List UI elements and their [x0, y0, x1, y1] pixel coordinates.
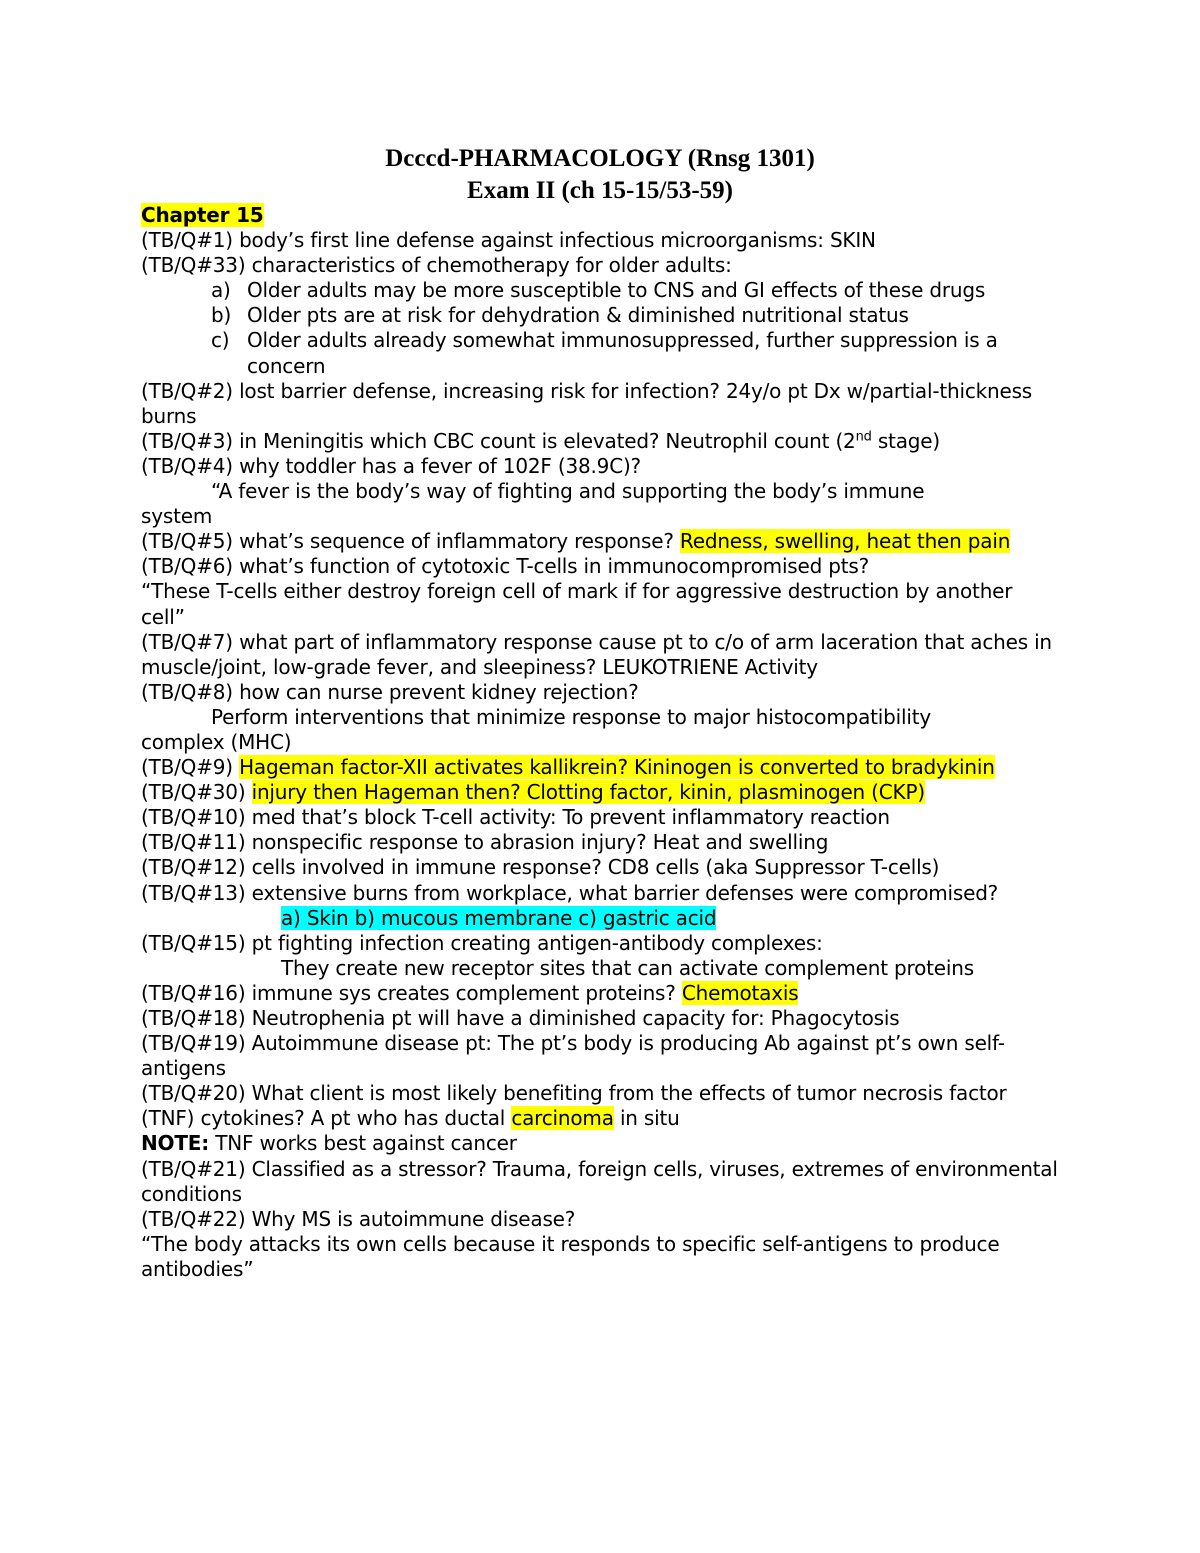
question-13: (TB/Q#13) extensive burns from workplace, what barrier defenses were compromised? — [141, 880, 999, 905]
note — [141, 1131, 1061, 1156]
question-22-answer: “The body attacks its own cells because it responds to specific self-antigens to produce antibodies” — [141, 1231, 1000, 1281]
question-18: (TB/Q#18) Neutrophenia pt will have a diminished capacity for: Phagocytosis — [141, 1006, 900, 1030]
list-label: c) — [211, 328, 230, 353]
title-line-2: Exam II (ch 15-15/53-59) — [467, 177, 733, 204]
question-16-text: (TB/Q#16) immune sys creates complement proteins? — [141, 980, 682, 1005]
highlighted-answer: injury then Hageman then? Clotting factor, kinin, plasminogen (CKP) — [251, 780, 925, 805]
question-20-text: (TB/Q#20) What client is most likely benefiting from the effects of tumor necrosis factor (TNF) cytokines? A pt who has ductal — [141, 1081, 1007, 1131]
question-4-answer-continued: system — [141, 504, 213, 529]
list-text: Older adults may be more susceptible to CNS and GI effects of these drugs — [247, 278, 986, 303]
question-4-answer: “A fever is the body’s way of fighting and supporting the body’s immune — [211, 479, 925, 504]
question-7: (TB/Q#7) what part of inflammatory response cause pt to c/o of arm laceration that aches in muscle/joint, low-grade fever, and sleepiness? LEUKOTRIENE Activity — [141, 629, 1052, 679]
question-11: (TB/Q#11) nonspecific response to abrasion injury? Heat and swelling — [141, 830, 829, 855]
question-21: (TB/Q#21) Classified as a stressor? Trauma, foreign cells, viruses, extremes of environmental conditions — [141, 1156, 1058, 1206]
question-8: (TB/Q#8) how can nurse prevent kidney rejection? — [141, 679, 639, 704]
question-4: (TB/Q#4) why toddler has a fever of 102F (38.9C)? — [141, 453, 641, 478]
question-19: (TB/Q#19) Autoimmune disease pt: The pt’s body is producing Ab against pt’s own self-antigens — [141, 1031, 1005, 1081]
note-text: TNF works best against cancer — [209, 1131, 517, 1156]
list-text: Older adults already somewhat immunosuppressed, further suppression is a concern — [247, 328, 998, 378]
question-13-answer — [141, 906, 1061, 931]
list-label: a) — [211, 278, 231, 303]
question-33: (TB/Q#33) characteristics of chemotherapy for older adults: — [141, 253, 732, 278]
chapter-heading-text: Chapter 15 — [141, 203, 264, 227]
note-label: NOTE: — [141, 1131, 210, 1156]
question-2: (TB/Q#2) lost barrier defense, increasing risk for infection? 24y/o pt Dx w/partial-thickness burns — [141, 378, 1033, 428]
highlighted-answer: Chemotaxis — [681, 980, 799, 1005]
question-9-text: (TB/Q#9) — [141, 755, 240, 780]
question-3-suffix: stage) — [871, 428, 940, 453]
list-item — [141, 303, 1061, 328]
question-20 — [141, 1081, 1061, 1131]
question-6-answer: “These T-cells either destroy foreign cell of mark if for aggressive destruction by another cell” — [141, 579, 1013, 629]
question-8-answer: Perform interventions that minimize response to major histocompatibility — [211, 704, 931, 729]
list-label: b) — [211, 303, 232, 328]
list-text: Older pts are at risk for dehydration & diminished nutritional status — [247, 303, 909, 328]
document-body — [141, 203, 1061, 1282]
question-3-text: (TB/Q#3) in Meningitis which CBC count is elevated? Neutrophil count (2 — [141, 428, 856, 453]
list-item — [141, 278, 1061, 303]
chapter-heading — [141, 203, 1061, 228]
question-22: (TB/Q#22) Why MS is autoimmune disease? — [141, 1206, 576, 1231]
question-5 — [141, 529, 1061, 554]
highlighted-answer: carcinoma — [511, 1106, 614, 1131]
document-title — [0, 143, 1200, 207]
question-5-text: (TB/Q#5) what’s sequence of inflammatory response? — [141, 529, 680, 554]
title-line-1: Dcccd-PHARMACOLOGY (Rnsg 1301) — [385, 145, 815, 172]
question-9 — [141, 755, 1061, 780]
question-16 — [141, 981, 1061, 1006]
ordinal-superscript: nd — [855, 429, 872, 445]
highlighted-answer: Hageman factor-XII activates kallikrein? Kininogen is converted to bradykinin — [239, 755, 995, 780]
highlighted-answer: Redness, swelling, heat then pain — [679, 529, 1011, 554]
question-15: (TB/Q#15) pt fighting infection creating antigen-antibody complexes: — [141, 930, 823, 955]
question-30-text: (TB/Q#30) — [141, 780, 252, 805]
question-10: (TB/Q#10) med that’s block T-cell activity: To prevent inflammatory reaction — [141, 805, 890, 830]
list-item — [141, 328, 1061, 378]
question-30 — [141, 780, 1061, 805]
question-3 — [141, 429, 1061, 454]
question-1: (TB/Q#1) body’s first line defense against infectious microorganisms: SKIN — [141, 228, 876, 253]
question-20-suffix: in situ — [613, 1106, 680, 1131]
question-15-answer: They create new receptor sites that can activate complement proteins — [281, 955, 974, 980]
question-8-answer-continued: complex (MHC) — [141, 729, 292, 754]
question-6: (TB/Q#6) what’s function of cytotoxic T-cells in immunocompromised pts? — [141, 554, 870, 579]
question-12: (TB/Q#12) cells involved in immune response? CD8 cells (aka Suppressor T-cells) — [141, 855, 940, 880]
highlighted-answer: a) Skin b) mucous membrane c) gastric acid — [281, 905, 717, 930]
